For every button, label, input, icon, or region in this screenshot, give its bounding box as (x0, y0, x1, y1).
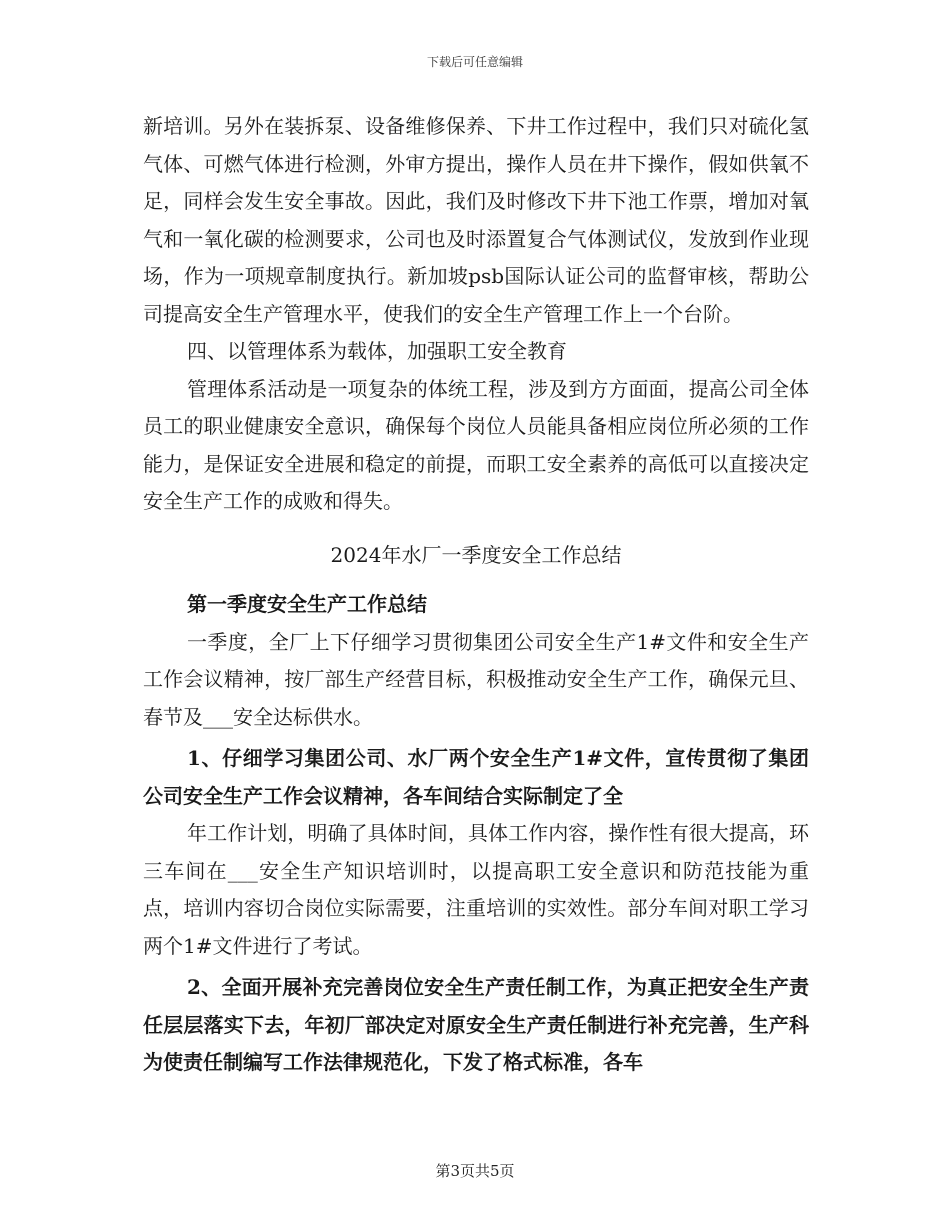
item-1-body: 年工作计划，明确了具体时间，具体工作内容，操作性有很大提高，环三车间在___安全生产知识培训时，以提高职工安全意识和防范技能为重点，培训内容切合岗位实际需要，注重培训的实效性。部分车间对职工学习两个1#文件进行了考试。 (143, 821, 809, 958)
page-header: 下载后可任意编辑 (426, 55, 523, 69)
paragraph-continued: 新培训。另外在装拆泵、设备维修保养、下井工作过程中，我们只对硫化氢气体、可燃气体进行检测，外审方提出，操作人员在井下操作，假如供氧不足，同样会发生安全事故。因此，我们及时修改下井下池工作票，增加对氧气和一氧化碳的检测要求，公司也及时添置复合气体测试仪，发放到作业现场，作为一项规章制度执行。新加坡psb国际认证公司的监督审核，帮助公司提高安全生产管理水平，使我们的安全生产管理工作上一个台阶。 (143, 114, 809, 326)
paragraph-management-system: 管理体系活动是一项复杂的体统工程，涉及到方方面面，提高公司全体员工的职业健康安全意识，确保每个岗位人员能具备相应岗位所必须的工作能力，是保证安全进展和稳定的前提，而职工安全素养的高低可以直接决定安全生产工作的成败和得失。 (143, 376, 809, 513)
page-footer: 第3页共5页 (435, 1162, 515, 1180)
paragraph-intro: 一季度，全厂上下仔细学习贯彻集团公司安全生产1#文件和安全生产工作会议精神，按厂部生产经营目标，积极推动安全生产工作，确保元旦、春节及___安全达标供水。 (143, 629, 809, 729)
item-1-heading: 1、仔细学习集团公司、水厂两个安全生产1#文件，宣传贯彻了集团公司安全生产工作会议精神，各车间结合实际制定了全 (143, 746, 809, 808)
document-title: 2024年水厂一季度安全工作总结 (330, 542, 622, 567)
item-2-heading: 2、全面开展补充完善岗位安全生产责任制工作，为真正把安全生产责任层层落实下去，年初厂部决定对原安全生产责任制进行补充完善，生产科为使责任制编写工作法律规范化，下发了格式标准，各车 (143, 975, 809, 1074)
document-body (143, 108, 809, 1082)
section-heading-q1: 第一季度安全生产工作总结 (187, 592, 427, 616)
section-heading-four: 四、以管理体系为载体，加强职工安全教育 (187, 339, 567, 363)
